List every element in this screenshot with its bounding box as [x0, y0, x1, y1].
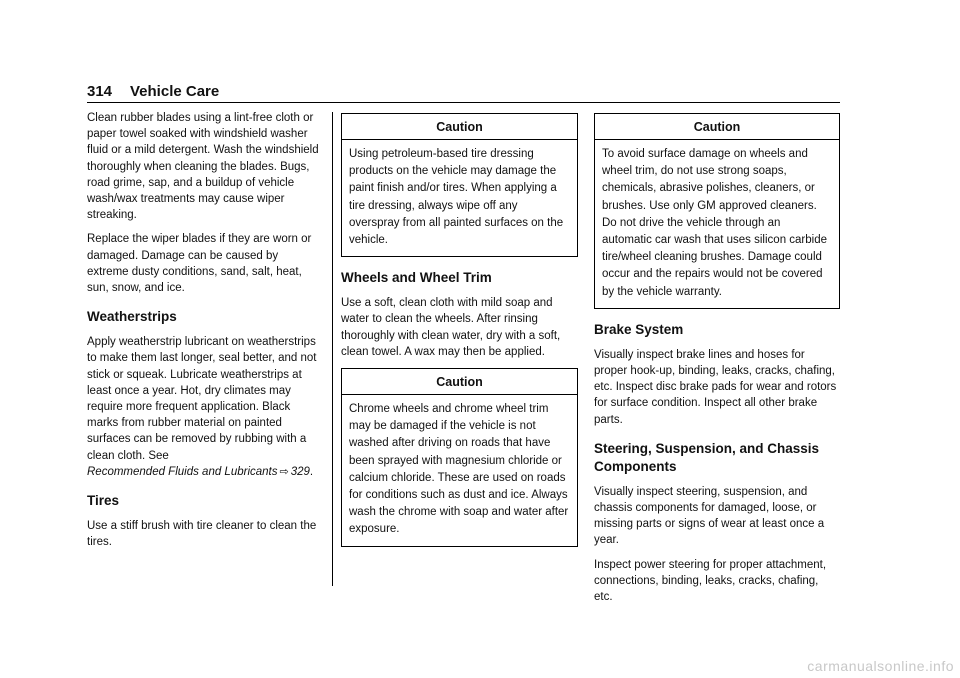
xref-page: 329 [290, 465, 310, 478]
page-number: 314 [87, 83, 113, 100]
page-reference-arrow-icon: ⇨ [279, 465, 289, 478]
paragraph-power-steering: Inspect power steering for proper attachment, connections, binding, leaks, cracks, chafing, etc. [594, 558, 827, 604]
heading-wheels: Wheels and Wheel Trim [341, 270, 492, 286]
heading-brake-system: Brake System [594, 321, 684, 337]
caution-box-tire-dressing [341, 113, 578, 257]
column-right [594, 110, 840, 613]
paragraph-wheels: Use a soft, clean cloth with mild soap and water to clean the wheels. After rinsing thoroughly with clean water, dry with a soft, clean towel. A wax may then be applied. [341, 297, 561, 358]
column-divider [332, 112, 333, 586]
caution-text: To avoid surface damage on wheels and wheel trim, do not use strong soaps, chemicals, abrasive polishes, cleaners, or brushes. Use only GM approved cleaners. Do not drive the vehicle through an automatic car wash that uses silicon carbide tire/wheel cleaning brushes. Damage could occur and the repairs would not be covered by the vehicle warranty. [602, 148, 827, 298]
column-left [87, 110, 320, 558]
paragraph-wiper-replace: Replace the wiper blades if they are worn or damaged. Damage can be caused by extreme dusty conditions, sand, salt, heat, sun, snow, and ice. [87, 233, 312, 295]
weatherstrips-text: Apply weatherstrip lubricant on weatherstrips to make them last longer, seal better, and not stick or squeak. Lubricate weatherstrips at least once a year. Hot, dry climates may require more frequent application. Black marks from rubber material on painted surfaces can be removed by rubbing with a clean cloth. See [87, 336, 317, 462]
caution-text: Using petroleum-based tire dressing products on the vehicle may damage the paint finish and/or tires. When applying a tire dressing, always wipe off any overspray from all painted surfaces on the vehicle. [349, 148, 564, 247]
caution-title: Caution [342, 114, 577, 140]
column-middle [341, 110, 578, 559]
xref-period: . [309, 465, 314, 478]
xref-recommended-fluids-link[interactable] [87, 466, 310, 478]
heading-tires: Tires [87, 493, 120, 509]
watermark: carmanualsonline.info [807, 658, 954, 674]
caution-box-wheel-surface [594, 113, 840, 309]
section-title: Vehicle Care [130, 83, 220, 100]
heading-steering: Steering, Suspension, and Chassis Components [594, 440, 820, 474]
paragraph-wiper-cleaning: Clean rubber blades using a lint-free cloth or paper towel soaked with windshield washer fluid or a mild detergent. Wash the windshield thoroughly when cleaning the blades. Bugs, road grime, sap, and a buildup of vehicle wash/wax treatments may cause wiper streaking. [87, 112, 319, 222]
paragraph-weatherstrips [87, 334, 320, 480]
caution-text: Chrome wheels and chrome wheel trim may be damaged if the vehicle is not washed after driving on roads that have been sprayed with magnesium chloride or calcium chloride. These are used on roads for conditions such as dust and ice. Always wash the chrome with soap and water after exposure. [349, 403, 569, 536]
caution-title: Caution [342, 369, 577, 395]
caution-title: Caution [595, 114, 839, 140]
header-rule [87, 102, 840, 103]
paragraph-tires: Use a stiff brush with tire cleaner to clean the tires. [87, 520, 317, 549]
page-header [87, 83, 840, 103]
paragraph-brake: Visually inspect brake lines and hoses for proper hook-up, binding, leaks, cracks, chafing, etc. Inspect disc brake pads for wear and rotors for surface condition. Inspect all other brake parts. [594, 348, 837, 426]
heading-weatherstrips: Weatherstrips [87, 309, 177, 325]
caution-box-chrome-wheels [341, 368, 578, 547]
paragraph-steering-inspect: Visually inspect steering, suspension, and chassis components for damaged, loose, or missing parts or signs of wear at least once a year. [594, 485, 825, 547]
xref-label: Recommended Fluids and Lubricants [87, 465, 278, 478]
